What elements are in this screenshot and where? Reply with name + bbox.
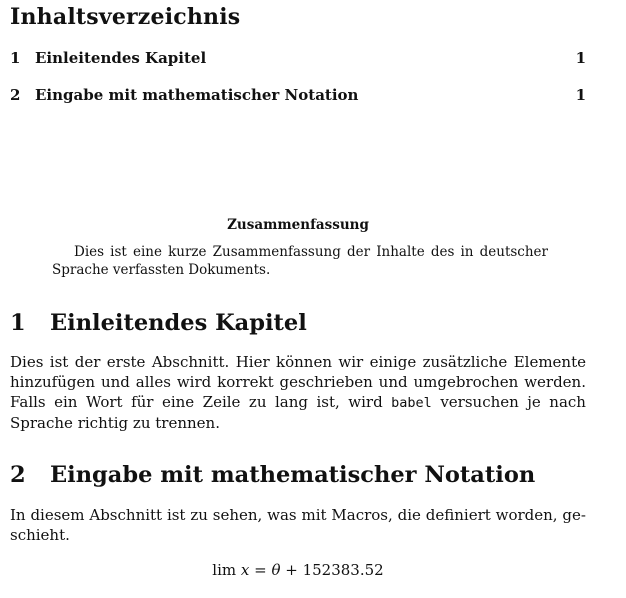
equation-theta: θ <box>271 561 281 579</box>
toc-entry-number: 1 <box>10 49 21 67</box>
toc-entry-page: 1 <box>575 86 586 104</box>
math-equation <box>0 561 596 579</box>
code-babel: babel <box>391 395 432 411</box>
toc-entry-number: 2 <box>10 86 21 104</box>
section-title: Einleitendes Kapitel <box>50 310 307 336</box>
equation-lim: lim <box>212 561 237 579</box>
toc-entry-page: 1 <box>575 49 586 67</box>
section-paragraph <box>10 352 586 433</box>
abstract-text-block <box>52 243 548 279</box>
equation-variable: x <box>240 561 250 579</box>
paragraph-text: Dies ist der erste Abschnitt. Hier können wir einige zusätzliche Elemente hinzufügen und alles wird korrekt geschrieben und umgebrochen werden. Falls ein Wort für eine Zeile zu lang ist, wird <box>10 353 586 411</box>
section-number: 2 <box>10 462 26 488</box>
section-number: 1 <box>10 310 26 336</box>
abstract-title: Zusammenfassung <box>227 217 369 233</box>
paragraph-text: In diesem Abschnitt ist zu sehen, was mit Macros, die definiert worden, geschieht. <box>10 506 586 544</box>
section-heading <box>10 462 535 488</box>
paragraph-text: versuchen je nach Sprache richtig zu trennen. <box>10 393 586 432</box>
section-heading <box>10 310 307 336</box>
toc-entry[interactable] <box>10 86 586 104</box>
section-paragraph <box>10 505 586 545</box>
equation-constant: + 152383.52 <box>280 561 384 579</box>
abstract-text: Dies ist eine kurze Zusammenfassung der Inhalte des in deutscher Sprache verfassten Dokuments. <box>52 244 548 278</box>
toc-entry-title: Eingabe mit mathematischer Notation <box>35 86 359 104</box>
section-title: Eingabe mit mathematischer Notation <box>50 462 536 488</box>
toc-title: Inhaltsverzeichnis <box>10 4 241 30</box>
toc-entry-title: Einleitendes Kapitel <box>35 49 207 67</box>
toc-entry[interactable] <box>10 49 586 67</box>
equation-equals: = <box>249 561 272 579</box>
